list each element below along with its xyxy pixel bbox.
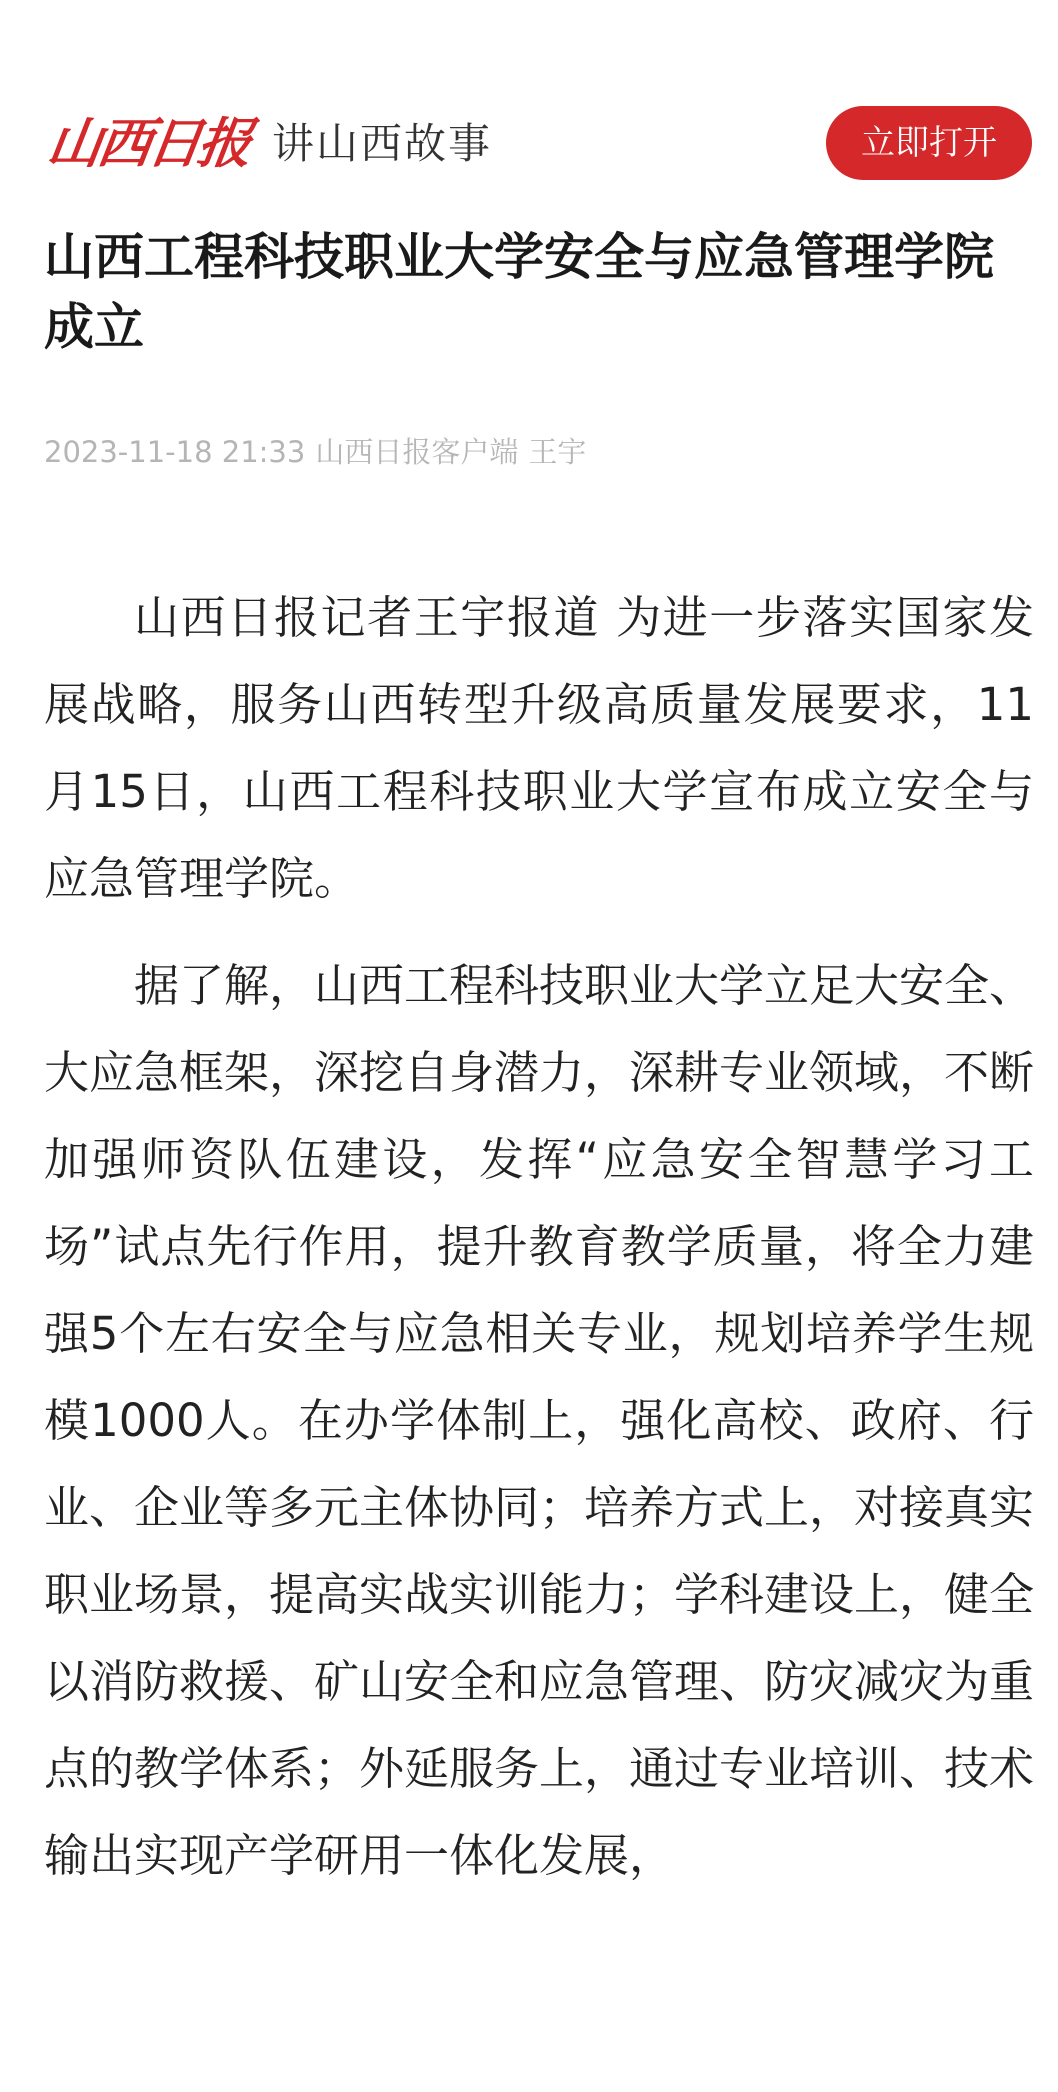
article-author: 王宇: [528, 435, 587, 469]
article-body: [44, 574, 1034, 1919]
publish-datetime: 2023-11-18 21:33: [44, 435, 306, 469]
open-app-button[interactable]: 立即打开: [826, 106, 1032, 180]
article-source: 山西日报客户端: [315, 435, 519, 469]
article-meta: [44, 432, 596, 472]
article-paragraph: 山西日报记者王宇报道 为进一步落实国家发展战略，服务山西转型升级高质量发展要求，11月15日，山西工程科技职业大学宣布成立安全与应急管理学院。: [44, 591, 1034, 905]
shanxi-daily-logo: 山西日报: [43, 111, 253, 175]
header-slogan: 讲山西故事: [272, 119, 493, 168]
app-header: [0, 0, 1058, 200]
article-paragraph: 据了解，山西工程科技职业大学立足大安全、大应急框架，深挖自身潜力，深耕专业领域，不断加强师资队伍建设，发挥“应急安全智慧学习工场”试点先行作用，提升教育教学质量，将全力建强5个左右安全与应急相关专业，规划培养学生规模1000人。在办学体制上，强化高校、政府、行业、企业等多元主体协同；培养方式上，对接真实职业场景，提高实战实训能力；学科建设上，健全以消防救援、矿山安全和应急管理、防灾减灾为重点的教学体系；外延服务上，通过专业培训、技术输出实现产学研用一体化发展，: [44, 959, 1035, 1882]
article-title: 山西工程科技职业大学安全与应急管理学院成立: [44, 228, 994, 356]
